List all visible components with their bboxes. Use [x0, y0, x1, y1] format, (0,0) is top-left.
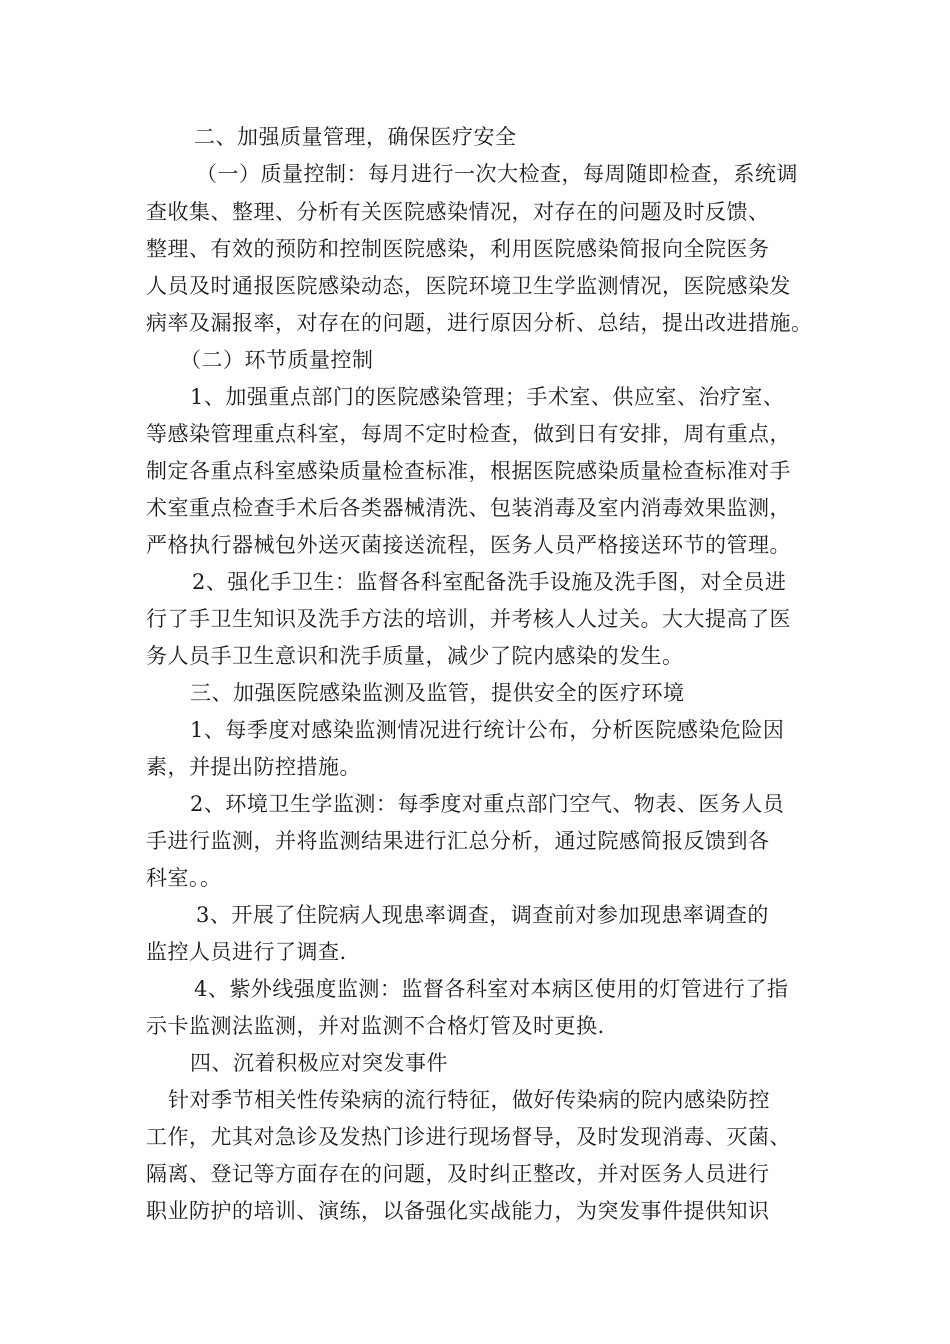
- paragraph-line: 严格执行器械包外送灭菌接送流程，医务人员严格接送环节的管理。: [146, 533, 791, 557]
- paragraph-line: 工作，尤其对急诊及发热门诊进行现场督导，及时发现消毒、灭菌、: [146, 1125, 791, 1149]
- subsection-heading: （二）环节质量控制: [180, 348, 374, 372]
- paragraph-line: 整理、有效的预防和控制医院感染，利用医院感染简报向全院医务: [146, 237, 770, 261]
- paragraph-line: 职业防护的培训、演练，以备强化实战能力，为突发事件提供知识: [146, 1199, 770, 1223]
- paragraph-line: 手进行监测，并将监测结果进行汇总分析，通过院感简报反馈到各: [146, 829, 770, 853]
- paragraph-line: （一）质量控制：每月进行一次大检查，每周随即检查，系统调: [196, 162, 798, 186]
- paragraph-line: 行了手卫生知识及洗手方法的培训，并考核人人过关。大大提高了医: [146, 607, 791, 631]
- paragraph-line: 隔离、登记等方面存在的问题，及时纠正整改，并对医务人员进行: [146, 1162, 770, 1186]
- paragraph-line: 1、每季度对感染监测情况进行统计公布，分析医院感染危险因: [190, 718, 785, 742]
- paragraph-line: 查收集、整理、分析有关医院感染情况，对存在的问题及时反馈、: [146, 200, 770, 224]
- paragraph-line: 务人员手卫生意识和洗手质量，减少了院内感染的发生。: [146, 644, 684, 668]
- paragraph-line: 科室。。: [146, 866, 222, 890]
- paragraph-line: 等感染管理重点科室，每周不定时检查，做到日有安排，周有重点，: [146, 422, 791, 446]
- paragraph-line: 2、环境卫生学监测：每季度对重点部门空气、物表、医务人员: [190, 792, 785, 816]
- paragraph-line: 针对季节相关性传染病的流行特征，做好传染病的院内感染防控: [168, 1088, 770, 1112]
- paragraph-line: 病率及漏报率，对存在的问题，进行原因分析、总结，提出改进措施。: [146, 311, 813, 335]
- paragraph-line: 4、紫外线强度监测：监督各科室对本病区使用的灯管进行了指: [194, 977, 789, 1001]
- section-heading-4: 四、沉着积极应对突发事件: [190, 1051, 448, 1075]
- paragraph-line: 制定各重点科室感染质量检查标准，根据医院感染质量检查标准对手: [146, 459, 791, 483]
- paragraph-line: 3、开展了住院病人现患率调查，调查前对参加现患率调查的: [196, 903, 769, 927]
- paragraph-line: 人员及时通报医院感染动态，医院环境卫生学监测情况，医院感染发: [146, 274, 791, 298]
- paragraph-line: 素，并提出防控措施。: [146, 755, 361, 779]
- paragraph-line: 示卡监测法监测，并对监测不合格灯管及时更换.: [146, 1014, 605, 1038]
- paragraph-line: 1、加强重点部门的医院感染管理；手术室、供应室、治疗室、: [190, 385, 785, 409]
- paragraph-line: 监控人员进行了调查.: [146, 940, 347, 964]
- section-heading-3: 三、加强医院感染监测及监管，提供安全的医疗环境: [190, 681, 685, 705]
- section-heading-2: 二、加强质量管理，确保医疗安全: [194, 125, 517, 149]
- paragraph-line: 术室重点检查手术后各类器械清洗、包装消毒及室内消毒效果监测，: [146, 496, 791, 520]
- paragraph-line: 2、强化手卫生：监督各科室配备洗手设施及洗手图，对全员进: [192, 570, 787, 594]
